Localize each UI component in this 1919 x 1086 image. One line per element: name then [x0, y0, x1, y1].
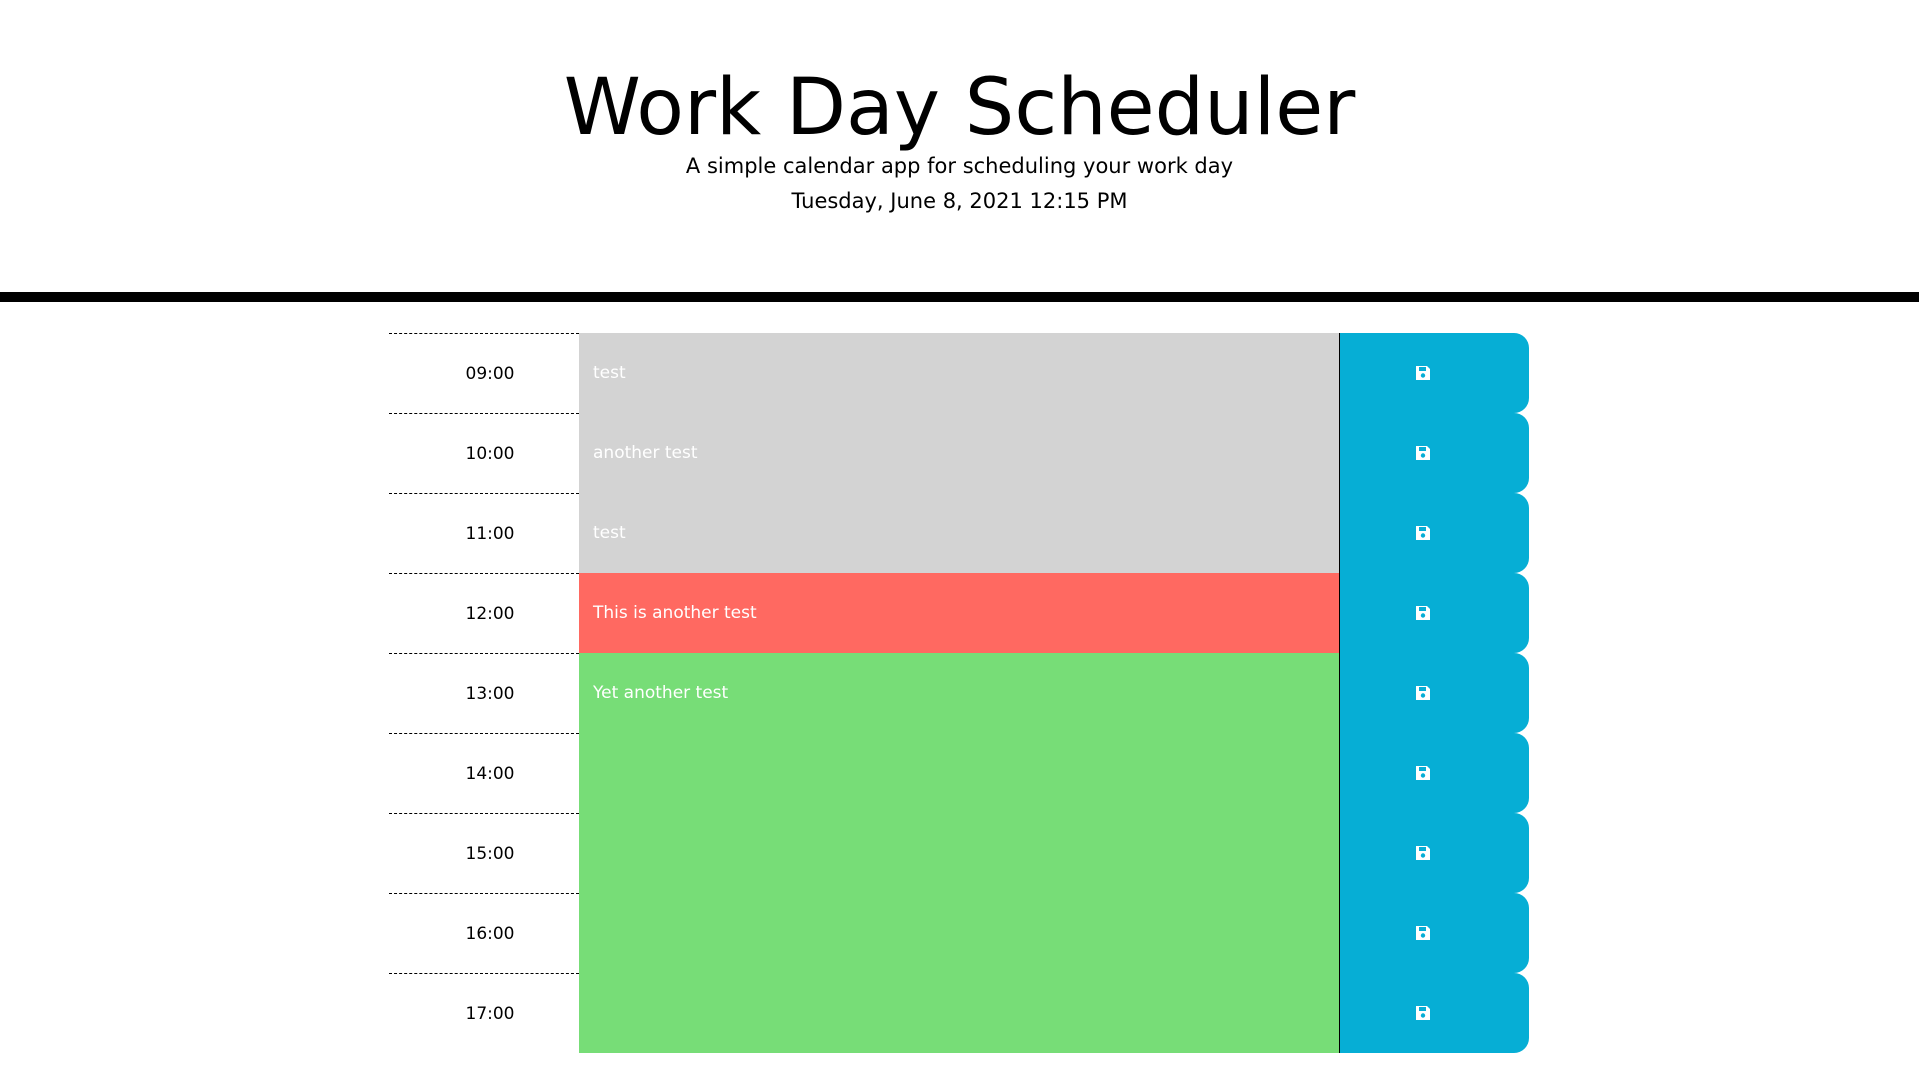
save-button[interactable] [1340, 413, 1529, 493]
hour-label [389, 653, 579, 733]
save-icon [1415, 525, 1431, 541]
save-icon [1415, 845, 1431, 861]
time-block-row [389, 733, 1529, 813]
hour-label [389, 333, 579, 413]
hour-text: 13:00 [465, 683, 515, 704]
save-button[interactable] [1340, 333, 1529, 413]
hour-label [389, 573, 579, 653]
current-day: Tuesday, June 8, 2021 12:15 PM [791, 189, 1128, 213]
save-button[interactable] [1340, 493, 1529, 573]
save-button[interactable] [1340, 573, 1529, 653]
jumbotron-header [0, 0, 1919, 292]
save-icon [1415, 445, 1431, 461]
event-description[interactable]: Yet another test [579, 653, 1340, 733]
save-icon [1415, 685, 1431, 701]
save-button[interactable] [1340, 973, 1529, 1053]
time-block-row [389, 413, 1529, 493]
hour-text: 09:00 [465, 363, 515, 384]
event-description[interactable] [579, 733, 1340, 813]
time-block-row [389, 973, 1529, 1053]
save-icon [1415, 365, 1431, 381]
event-description[interactable] [579, 893, 1340, 973]
event-description[interactable]: This is another test [579, 573, 1340, 653]
hour-label [389, 813, 579, 893]
event-description[interactable]: test [579, 333, 1340, 413]
header-divider [0, 292, 1919, 302]
event-description[interactable] [579, 813, 1340, 893]
event-description[interactable]: another test [579, 413, 1340, 493]
hour-text: 16:00 [465, 923, 515, 944]
hour-label [389, 893, 579, 973]
time-block-row [389, 493, 1529, 573]
hour-label [389, 733, 579, 813]
hour-label [389, 493, 579, 573]
event-description[interactable]: test [579, 493, 1340, 573]
hour-label [389, 413, 579, 493]
save-button[interactable] [1340, 733, 1529, 813]
time-block-row [389, 813, 1529, 893]
hour-text: 12:00 [465, 603, 515, 624]
save-button[interactable] [1340, 653, 1529, 733]
save-icon [1415, 1005, 1431, 1021]
hour-text: 15:00 [465, 843, 515, 864]
time-block-row [389, 893, 1529, 973]
hour-text: 11:00 [465, 523, 515, 544]
time-block-row [389, 333, 1529, 413]
save-icon [1415, 605, 1431, 621]
save-button[interactable] [1340, 813, 1529, 893]
hour-text: 10:00 [465, 443, 515, 464]
time-block-row [389, 653, 1529, 733]
hour-text: 14:00 [465, 763, 515, 784]
page-subtitle: A simple calendar app for scheduling your work day [685, 154, 1234, 178]
time-block-row [389, 573, 1529, 653]
save-icon [1415, 765, 1431, 781]
hour-text: 17:00 [465, 1003, 515, 1024]
page-title: Work Day Scheduler [563, 63, 1356, 153]
event-description[interactable] [579, 973, 1340, 1053]
save-button[interactable] [1340, 893, 1529, 973]
save-icon [1415, 925, 1431, 941]
hour-label [389, 973, 579, 1053]
time-block-container [389, 333, 1529, 1053]
